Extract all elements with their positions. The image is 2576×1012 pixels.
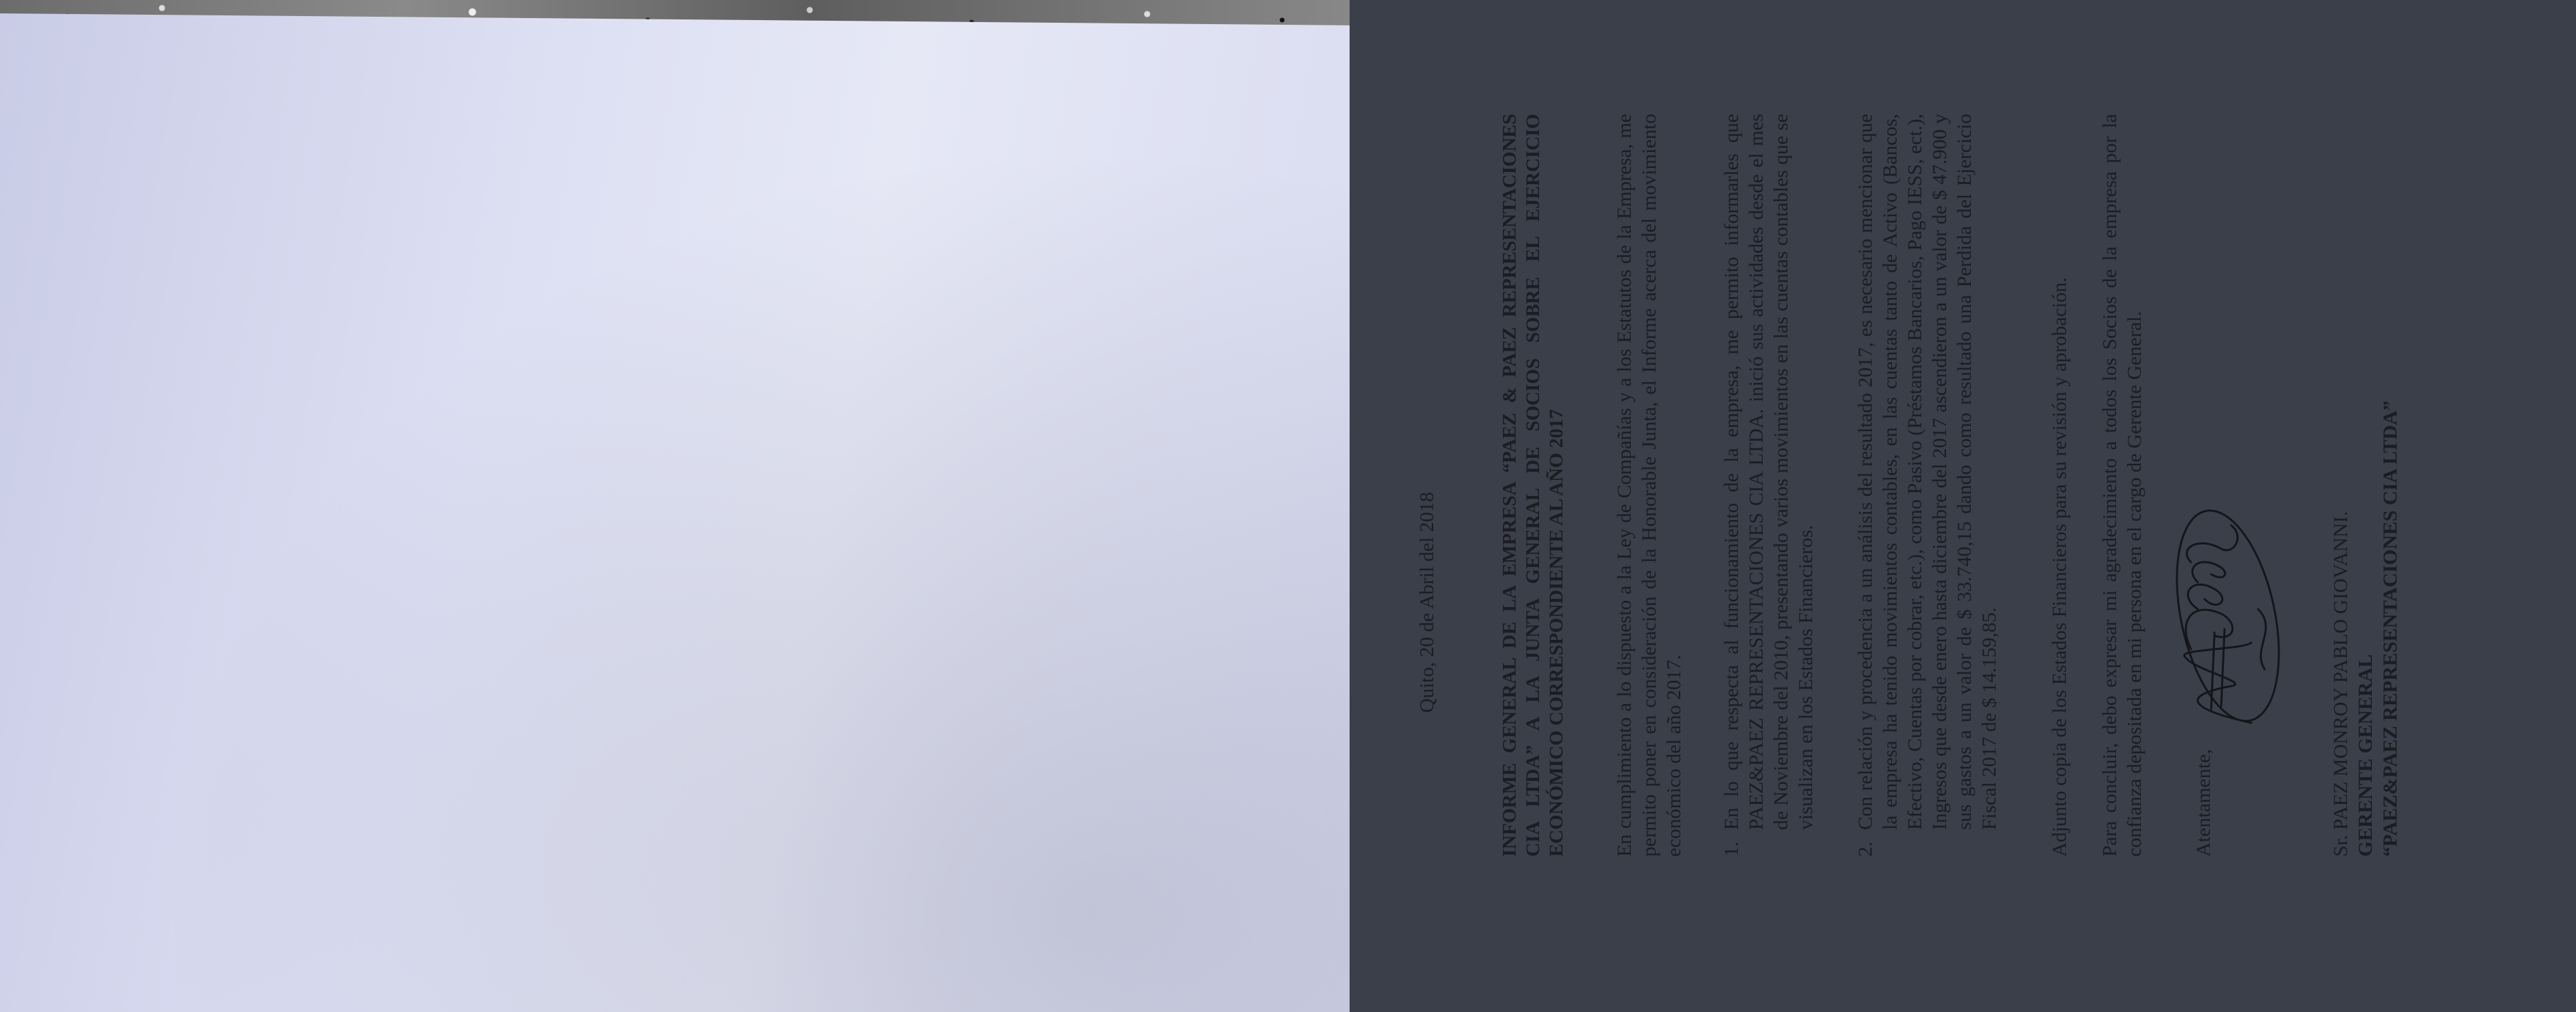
conclusion-paragraph: Para concluir, debo expresar mi agradecimiento a todos los Socios de la empresa por la confianza depositada en mi persona en el cargo de Gerente General.: [2099, 114, 2146, 857]
signer-role: GERENTE GENERAL: [2354, 654, 2377, 857]
list-item-number: 1.: [1720, 841, 1743, 857]
list-item-number: 2.: [1854, 841, 1876, 857]
document-page: [1338, 54, 2576, 930]
list-item-text: En lo que respecta al funcionamiento de la empresa, me permito informarles que PAEZ&PAEZ REPRESENTACIONES CIA LTDA. inició sus actividades desde el mes de Noviembre del 2010, presentando varios movimientos en las cuentas contables que se visualizan en los Estados Financieros.: [1720, 114, 1817, 830]
date-line: Quito, 20 de Abril del 2018: [1416, 492, 1438, 713]
signer-name: Sr. PAEZ MONROY PABLO GIOVANNI.: [2330, 511, 2352, 857]
intro-paragraph: En cumplimiento a lo dispuesto a la Ley de Compañías y a los Estatutos de la Empresa, me permito poner en consideración de la Honorable Junta, el Informe acerca del movimiento económico del año 2017.: [1613, 114, 1685, 857]
list-item: [1853, 114, 2002, 857]
paper-shadow: [0, 13, 1350, 1012]
signer-company: “PAEZ&PAEZ REPRESENTACIONES CIA LTDA”: [2379, 400, 2401, 857]
numbered-list: [1719, 114, 2036, 857]
attachment-note: Adjunto copia de los Estados Financieros para su revisión y aprobación.: [2048, 277, 2071, 857]
paper-sheet: [0, 13, 1350, 1012]
document-content: [1338, 54, 2576, 930]
document-title: INFORME GENERAL DE LA EMPRESA “PAEZ & PAEZ REPRESENTACIONES CIA LTDA” A LA JUNTA GENERAL DE SOCIOS SOBRE EL EJERCICIO ECONÓMICO CORRESPONDIENTE AL AÑO 2017: [1499, 114, 1567, 857]
handwritten-signature: [2151, 509, 2305, 750]
list-item-text: Con relación y procedencia a un análisis del resultado 2017, es necesario mencionar que la empresa ha tenido movimientos contables, en las cuentas tanto de Activo (Bancos, Efectivo, Cuentas por cobrar, etc.), como Pasivo (Préstamos Bancarios, Pago IESS, ect.), Ingresos que desde enero hasta diciembre del 2017 ascendieron a un valor de $ 47.900 y sus gastos a un valor de $ 33.740,15 dando como resultado una Perdida del Ejercicio Fiscal 2017 de $ 14.159,85.: [1854, 114, 2000, 830]
list-item: [1719, 114, 1818, 857]
closing-salutation: Atentamente,: [2192, 749, 2215, 857]
